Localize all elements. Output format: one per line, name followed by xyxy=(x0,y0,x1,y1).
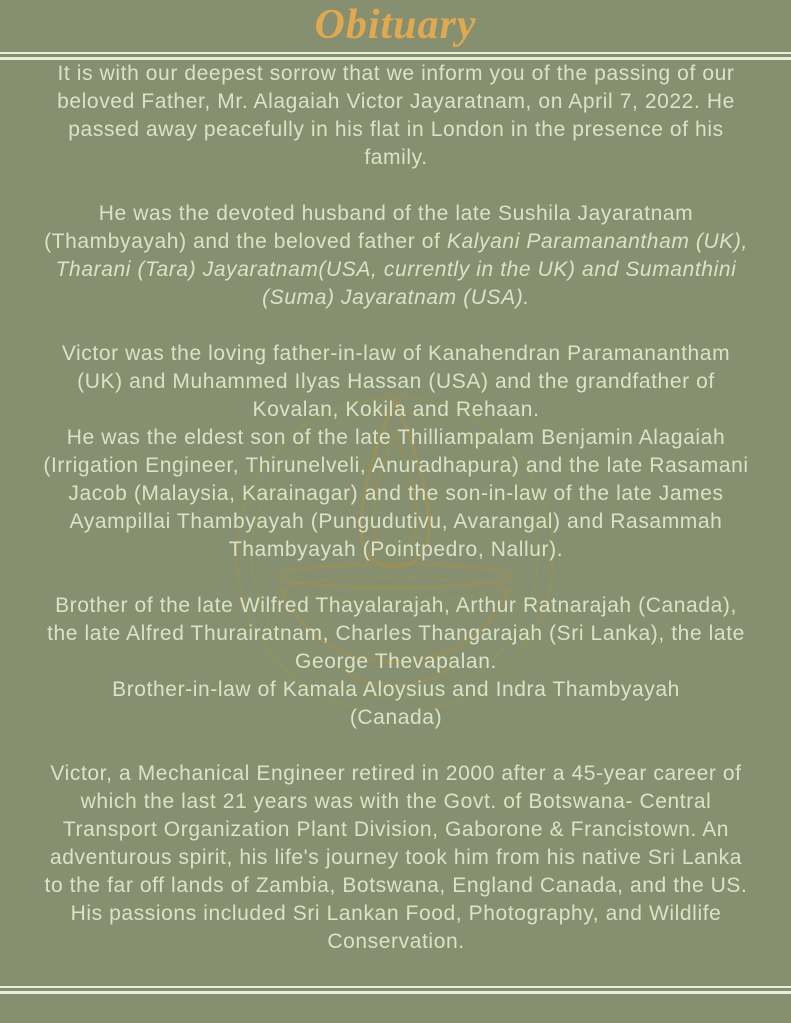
text-segment: It is with our deepest sorrow that we inform you of the passing of our beloved Father, Mr. Alagaiah Victor Jayaratnam, on April 7, 2022. He passed away peacefully in his flat in London in the presence of his family. xyxy=(57,62,735,169)
text-segment: (Canada) xyxy=(349,706,443,729)
paragraph-career-and-passions xyxy=(43,760,749,956)
divider-top xyxy=(0,52,791,60)
text-segment-italic: Kalyani Paramanantham (UK), Tharani (Tara) Jayaratnam(USA, currently in the UK) and Sumanthini (Suma) Jayaratnam (USA). xyxy=(55,230,748,309)
text-segment: Victor, a Mechanical Engineer retired in 2000 after a 45-year career of which the last 21 years was with the Govt. of Botswana- Central Transport Organization Plant Division, Gaborone & Francistown. An adventurous spirit, his life's journey took him from his native Sri Lanka to the far off lands of Zambia, Botswana, England Canada, and the US. His passions included Sri Lankan Food, Photography, and Wildlife Conservation. xyxy=(44,762,748,953)
paragraph-passing-announcement xyxy=(43,60,749,172)
text-segment: Brother-in-law of Kamala Aloysius and Indra Thambyayah xyxy=(112,678,680,701)
paragraph-wife-and-children xyxy=(43,200,749,312)
text-segment: He was the devoted husband of the late Sushila Jayaratnam (Thambyayah) and the beloved father of xyxy=(44,202,694,253)
paragraph-inlaws-and-parents xyxy=(43,340,749,564)
obituary-text xyxy=(43,60,749,956)
text-segment: Victor was the loving father-in-law of Kanahendran Paramanantham (UK) and Muhammed Ilyas Hassan (USA) and the grandfather of Kovalan, Kokila and Rehaan. xyxy=(61,342,731,421)
divider-bottom xyxy=(0,986,791,994)
text-segment: He was the eldest son of the late Thilliampalam Benjamin Alagaiah (Irrigation Engineer, Thirunelveli, Anuradhapura) and the late Rasamani Jacob (Malaysia, Karainagar) and the son-in-law of the late James Ayampillai Thambyayah (Pungudutivu, Avarangal) and Rasammah Thambyayah (Pointpedro, Nallur). xyxy=(43,426,749,561)
text-segment: Brother of the late Wilfred Thayalarajah, Arthur Ratnarajah (Canada), the late Alfred Thurairatnam, Charles Thangarajah (Sri Lanka), the late George Thevapalan. xyxy=(47,594,745,673)
page-title: Obituary xyxy=(314,2,477,48)
paragraph-siblings xyxy=(43,592,749,732)
